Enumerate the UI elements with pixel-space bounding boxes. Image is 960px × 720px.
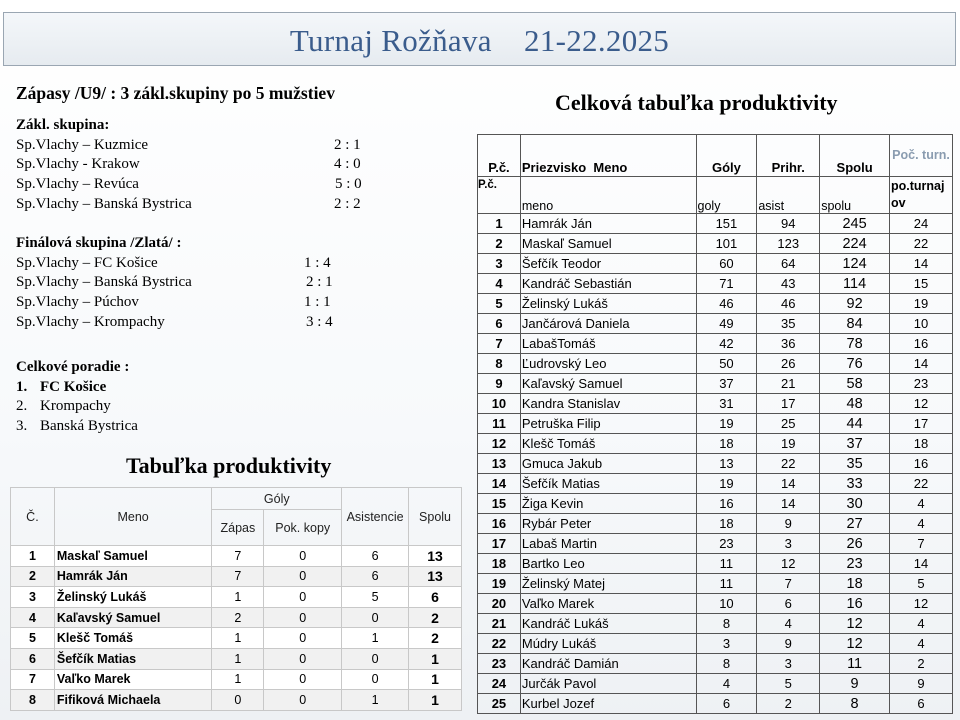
total-cell: 11	[820, 654, 890, 674]
rank-cell: 1	[11, 546, 55, 567]
table-row	[478, 234, 953, 254]
total-cell: 37	[820, 434, 890, 454]
tournament-productivity-heading: Tabuľka produktivity	[126, 453, 332, 478]
goals-cell: 37	[696, 374, 757, 394]
tournaments-cell: 23	[890, 374, 953, 394]
assists-cell: 5	[342, 587, 409, 608]
subcol-goals: goly	[696, 177, 757, 214]
overall-productivity-table	[477, 134, 953, 714]
tournaments-cell: 10	[890, 314, 953, 334]
col-goals-header: Góly	[212, 488, 342, 510]
total-cell: 18	[820, 574, 890, 594]
name-cell: LabašTomáš	[520, 334, 696, 354]
table-row	[11, 587, 462, 608]
assists-cell: 25	[757, 414, 820, 434]
table-row	[11, 546, 462, 567]
assists-cell: 94	[757, 214, 820, 234]
tournaments-cell: 24	[890, 214, 953, 234]
rank-cell: 17	[478, 534, 521, 554]
assists-cell: 36	[757, 334, 820, 354]
goals-cell: 2	[212, 607, 264, 628]
name-cell: Ľudrovský Leo	[520, 354, 696, 374]
name-cell: Kandráč Lukáš	[520, 614, 696, 634]
subcol-total: spolu	[820, 177, 890, 214]
total-cell: 13	[409, 566, 462, 587]
match-score: 1 : 4	[304, 254, 331, 271]
assists-cell: 22	[757, 454, 820, 474]
name-cell: Hamrák Ján	[520, 214, 696, 234]
total-cell: 23	[820, 554, 890, 574]
rank-cell: 20	[478, 594, 521, 614]
penalties-cell: 0	[264, 628, 342, 649]
penalties-cell: 0	[264, 566, 342, 587]
rank-cell: 14	[478, 474, 521, 494]
name-cell: Kandra Stanislav	[520, 394, 696, 414]
total-cell: 224	[820, 234, 890, 254]
name-cell: Jančárová Daniela	[520, 314, 696, 334]
table-row	[478, 574, 953, 594]
table-row	[478, 214, 953, 234]
table-row	[478, 674, 953, 694]
assists-cell: 26	[757, 354, 820, 374]
standings-rank: 1.	[16, 378, 28, 395]
tournaments-cell: 14	[890, 354, 953, 374]
assists-cell: 6	[757, 594, 820, 614]
col-rank-header: Č.	[11, 488, 55, 546]
goals-cell: 11	[696, 574, 757, 594]
name-cell: Želinský Lukáš	[520, 294, 696, 314]
matches-section	[16, 84, 446, 437]
match-teams: Sp.Vlachy – Kuzmice	[16, 136, 149, 153]
col-penalties-header: Pok. kopy	[264, 510, 342, 546]
rank-cell: 7	[11, 669, 55, 690]
standings-list	[16, 378, 446, 437]
subcol-tournaments: po.turnaj ov	[890, 177, 953, 214]
total-cell: 48	[820, 394, 890, 414]
goals-cell: 18	[696, 514, 757, 534]
tournaments-cell: 22	[890, 234, 953, 254]
goals-cell: 7	[212, 546, 264, 567]
goals-cell: 23	[696, 534, 757, 554]
name-cell: Kaľavský Samuel	[54, 607, 212, 628]
table-row	[478, 314, 953, 334]
tournaments-cell: 17	[890, 414, 953, 434]
matches-heading: Zápasy /U9/ : 3 zákl.skupiny po 5 mužstiev	[16, 83, 335, 103]
table-row	[478, 354, 953, 374]
rank-cell: 9	[478, 374, 521, 394]
name-cell: Maskaľ Samuel	[54, 546, 212, 567]
tournaments-cell: 6	[890, 694, 953, 714]
name-cell: Želinský Matej	[520, 574, 696, 594]
rank-cell: 2	[478, 234, 521, 254]
rank-cell: 10	[478, 394, 521, 414]
rank-cell: 13	[478, 454, 521, 474]
table-row	[478, 474, 953, 494]
name-cell: Bartko Leo	[520, 554, 696, 574]
total-cell: 12	[820, 634, 890, 654]
tournaments-cell: 18	[890, 434, 953, 454]
page-title: Turnaj Rožňava 21-22.2025	[289, 23, 670, 58]
total-cell: 92	[820, 294, 890, 314]
assists-cell: 35	[757, 314, 820, 334]
penalties-cell: 0	[264, 587, 342, 608]
title-bar	[3, 12, 956, 66]
tournaments-cell: 14	[890, 254, 953, 274]
total-cell: 30	[820, 494, 890, 514]
assists-cell: 19	[757, 434, 820, 454]
match-score: 3 : 4	[306, 313, 333, 330]
rank-cell: 21	[478, 614, 521, 634]
rank-cell: 22	[478, 634, 521, 654]
name-cell: Šefčík Teodor	[520, 254, 696, 274]
match-teams: Sp.Vlachy – Krompachy	[16, 313, 165, 330]
tournaments-cell: 9	[890, 674, 953, 694]
match-score: 4 : 0	[334, 156, 361, 173]
name-cell: Kurbel Jozef	[520, 694, 696, 714]
total-cell: 6	[409, 587, 462, 608]
assists-cell: 4	[757, 614, 820, 634]
goals-cell: 4	[696, 674, 757, 694]
total-cell: 9	[820, 674, 890, 694]
final-group-list	[16, 254, 446, 333]
rank-cell: 3	[11, 587, 55, 608]
standings-item	[16, 378, 446, 398]
tournaments-cell: 19	[890, 294, 953, 314]
match-row	[16, 254, 446, 274]
assists-cell: 5	[757, 674, 820, 694]
table-row	[478, 594, 953, 614]
assists-cell: 64	[757, 254, 820, 274]
match-row	[16, 273, 446, 293]
assists-cell: 9	[757, 634, 820, 654]
name-cell: Šefčík Matias	[54, 648, 212, 669]
col-assists-header: Prihr.	[757, 135, 820, 177]
match-row	[16, 155, 446, 175]
assists-cell: 3	[757, 654, 820, 674]
table-row	[478, 454, 953, 474]
col-assists-header: Asistencie	[342, 488, 409, 546]
match-teams: Sp.Vlachy – Banská Bystrica	[16, 195, 192, 212]
table-row	[11, 648, 462, 669]
tournaments-cell: 7	[890, 534, 953, 554]
total-cell: 35	[820, 454, 890, 474]
rank-cell: 5	[478, 294, 521, 314]
penalties-cell: 0	[264, 648, 342, 669]
tournaments-cell: 4	[890, 614, 953, 634]
name-cell: Kaľavský Samuel	[520, 374, 696, 394]
total-cell: 27	[820, 514, 890, 534]
rank-cell: 12	[478, 434, 521, 454]
total-cell: 2	[409, 607, 462, 628]
name-cell: Kandráč Sebastián	[520, 274, 696, 294]
rank-cell: 5	[11, 628, 55, 649]
name-cell: Hamrák Ján	[54, 566, 212, 587]
col-goals-header: Góly	[696, 135, 757, 177]
total-cell: 124	[820, 254, 890, 274]
total-cell: 44	[820, 414, 890, 434]
total-cell: 114	[820, 274, 890, 294]
rank-cell: 23	[478, 654, 521, 674]
match-score: 2 : 2	[334, 195, 361, 212]
goals-cell: 1	[212, 648, 264, 669]
standings-team: Krompachy	[40, 398, 111, 415]
assists-cell: 1	[342, 690, 409, 711]
name-cell: Fifiková Michaela	[54, 690, 212, 711]
goals-cell: 60	[696, 254, 757, 274]
col-matches-header: Zápas	[212, 510, 264, 546]
col-name-header: Meno	[54, 488, 212, 546]
tournaments-cell: 12	[890, 394, 953, 414]
match-row	[16, 293, 446, 313]
table-row	[478, 394, 953, 414]
penalties-cell: 0	[264, 669, 342, 690]
goals-cell: 8	[696, 614, 757, 634]
penalties-cell: 0	[264, 690, 342, 711]
standings-item	[16, 417, 446, 437]
table-row	[478, 274, 953, 294]
total-cell: 33	[820, 474, 890, 494]
assists-cell: 46	[757, 294, 820, 314]
rank-cell: 7	[478, 334, 521, 354]
table-row	[478, 494, 953, 514]
match-row	[16, 195, 446, 215]
name-cell: Labaš Martin	[520, 534, 696, 554]
tournament-productivity-table	[10, 487, 462, 711]
name-cell: Žiga Kevin	[520, 494, 696, 514]
name-cell: Želinský Lukáš	[54, 587, 212, 608]
assists-cell: 6	[342, 546, 409, 567]
goals-cell: 7	[212, 566, 264, 587]
match-teams: Sp.Vlachy – Banská Bystrica	[16, 274, 192, 291]
total-cell: 1	[409, 669, 462, 690]
rank-cell: 8	[478, 354, 521, 374]
table-row	[478, 634, 953, 654]
tournaments-cell: 2	[890, 654, 953, 674]
table-row	[11, 607, 462, 628]
goals-cell: 49	[696, 314, 757, 334]
assists-cell: 12	[757, 554, 820, 574]
table-row	[478, 334, 953, 354]
total-cell: 78	[820, 334, 890, 354]
table-row	[478, 434, 953, 454]
standings-rank: 3.	[16, 418, 28, 435]
name-cell: Vaľko Marek	[520, 594, 696, 614]
match-teams: Sp.Vlachy – Púchov	[16, 294, 139, 311]
table-row	[478, 614, 953, 634]
col-total-header: Spolu	[820, 135, 890, 177]
table-row	[478, 294, 953, 314]
rank-cell: 3	[478, 254, 521, 274]
table-row	[478, 414, 953, 434]
goals-cell: 46	[696, 294, 757, 314]
tournaments-cell: 12	[890, 594, 953, 614]
match-score: 1 : 1	[304, 294, 331, 311]
name-cell: Rybár Peter	[520, 514, 696, 534]
goals-cell: 19	[696, 414, 757, 434]
rank-cell: 2	[11, 566, 55, 587]
total-cell: 1	[409, 648, 462, 669]
tournaments-cell: 14	[890, 554, 953, 574]
assists-cell: 1	[342, 628, 409, 649]
name-cell: Klešč Tomáš	[54, 628, 212, 649]
match-teams: Sp.Vlachy – FC Košice	[16, 254, 158, 271]
total-cell: 16	[820, 594, 890, 614]
standings-item	[16, 397, 446, 417]
name-cell: Petruška Filip	[520, 414, 696, 434]
table-row	[478, 514, 953, 534]
assists-cell: 123	[757, 234, 820, 254]
basic-group-label: Zákl. skupina:	[16, 116, 110, 133]
tournaments-cell: 5	[890, 574, 953, 594]
goals-cell: 1	[212, 669, 264, 690]
assists-cell: 21	[757, 374, 820, 394]
subcol-rank: P.č.	[478, 177, 521, 214]
match-score: 2 : 1	[334, 136, 361, 153]
tournaments-cell: 4	[890, 494, 953, 514]
tournaments-cell: 4	[890, 634, 953, 654]
assists-cell: 2	[757, 694, 820, 714]
goals-cell: 31	[696, 394, 757, 414]
assists-cell: 0	[342, 648, 409, 669]
name-cell: Klešč Tomáš	[520, 434, 696, 454]
assists-cell: 43	[757, 274, 820, 294]
assists-cell: 3	[757, 534, 820, 554]
rank-cell: 16	[478, 514, 521, 534]
rank-cell: 11	[478, 414, 521, 434]
rank-cell: 24	[478, 674, 521, 694]
tournaments-cell: 16	[890, 334, 953, 354]
goals-cell: 19	[696, 474, 757, 494]
goals-cell: 6	[696, 694, 757, 714]
assists-cell: 0	[342, 607, 409, 628]
goals-cell: 50	[696, 354, 757, 374]
subcol-name: meno	[520, 177, 696, 214]
tournaments-cell: 15	[890, 274, 953, 294]
goals-cell: 151	[696, 214, 757, 234]
goals-cell: 13	[696, 454, 757, 474]
table-row	[478, 254, 953, 274]
penalties-cell: 0	[264, 546, 342, 567]
tournaments-cell: 4	[890, 514, 953, 534]
total-cell: 8	[820, 694, 890, 714]
goals-cell: 1	[212, 587, 264, 608]
rank-cell: 15	[478, 494, 521, 514]
total-cell: 13	[409, 546, 462, 567]
goals-cell: 1	[212, 628, 264, 649]
total-cell: 12	[820, 614, 890, 634]
rank-cell: 6	[478, 314, 521, 334]
penalties-cell: 0	[264, 607, 342, 628]
tournaments-cell: 16	[890, 454, 953, 474]
total-cell: 2	[409, 628, 462, 649]
goals-cell: 16	[696, 494, 757, 514]
rank-cell: 8	[11, 690, 55, 711]
goals-cell: 8	[696, 654, 757, 674]
table-row	[11, 628, 462, 649]
rank-cell: 4	[478, 274, 521, 294]
assists-cell: 6	[342, 566, 409, 587]
table-row	[11, 669, 462, 690]
assists-cell: 7	[757, 574, 820, 594]
total-cell: 26	[820, 534, 890, 554]
match-row	[16, 136, 446, 156]
assists-cell: 14	[757, 494, 820, 514]
goals-cell: 10	[696, 594, 757, 614]
table-row	[478, 694, 953, 714]
name-cell: Kandráč Damián	[520, 654, 696, 674]
name-cell: Vaľko Marek	[54, 669, 212, 690]
name-cell: Šefčík Matias	[520, 474, 696, 494]
rank-cell: 4	[11, 607, 55, 628]
goals-cell: 0	[212, 690, 264, 711]
rank-cell: 6	[11, 648, 55, 669]
standings-rank: 2.	[16, 398, 28, 415]
col-total-header: Spolu	[409, 488, 462, 546]
rank-cell: 25	[478, 694, 521, 714]
rank-cell: 18	[478, 554, 521, 574]
name-cell: Gmuca Jakub	[520, 454, 696, 474]
col-name-header: Priezvisko Meno	[520, 135, 696, 177]
table-row	[478, 554, 953, 574]
name-cell: Maskaľ Samuel	[520, 234, 696, 254]
final-group-label: Finálová skupina /Zlatá/ :	[16, 234, 182, 251]
match-teams: Sp.Vlachy – Revúca	[16, 176, 139, 193]
goals-cell: 18	[696, 434, 757, 454]
table-row	[478, 654, 953, 674]
name-cell: Jurčák Pavol	[520, 674, 696, 694]
table-row	[478, 374, 953, 394]
match-row	[16, 175, 446, 195]
goals-cell: 101	[696, 234, 757, 254]
total-cell: 1	[409, 690, 462, 711]
name-cell: Múdry Lukáš	[520, 634, 696, 654]
table-row	[11, 690, 462, 711]
assists-cell: 17	[757, 394, 820, 414]
standings-team: FC Košice	[40, 378, 107, 395]
tournaments-cell: 22	[890, 474, 953, 494]
total-cell: 76	[820, 354, 890, 374]
total-cell: 84	[820, 314, 890, 334]
table-row	[478, 534, 953, 554]
goals-cell: 42	[696, 334, 757, 354]
goals-cell: 71	[696, 274, 757, 294]
match-teams: Sp.Vlachy - Krakow	[16, 156, 140, 173]
goals-cell: 11	[696, 554, 757, 574]
match-score: 5 : 0	[335, 176, 362, 193]
rank-cell: 19	[478, 574, 521, 594]
goals-cell: 3	[696, 634, 757, 654]
basic-group-list	[16, 136, 446, 215]
col-rank-header: P.č.	[478, 135, 521, 177]
match-score: 2 : 1	[306, 274, 333, 291]
subcol-assists: asist	[757, 177, 820, 214]
assists-cell: 14	[757, 474, 820, 494]
match-row	[16, 313, 446, 333]
col-tournaments-header: Poč. turn.	[890, 135, 953, 177]
table-row	[11, 566, 462, 587]
assists-cell: 9	[757, 514, 820, 534]
total-cell: 58	[820, 374, 890, 394]
total-cell: 245	[820, 214, 890, 234]
assists-cell: 0	[342, 669, 409, 690]
standings-team: Banská Bystrica	[40, 418, 138, 435]
standings-label: Celkové poradie :	[16, 358, 130, 375]
rank-cell: 1	[478, 214, 521, 234]
overall-productivity-heading: Celková tabuľka produktivity	[555, 90, 838, 115]
